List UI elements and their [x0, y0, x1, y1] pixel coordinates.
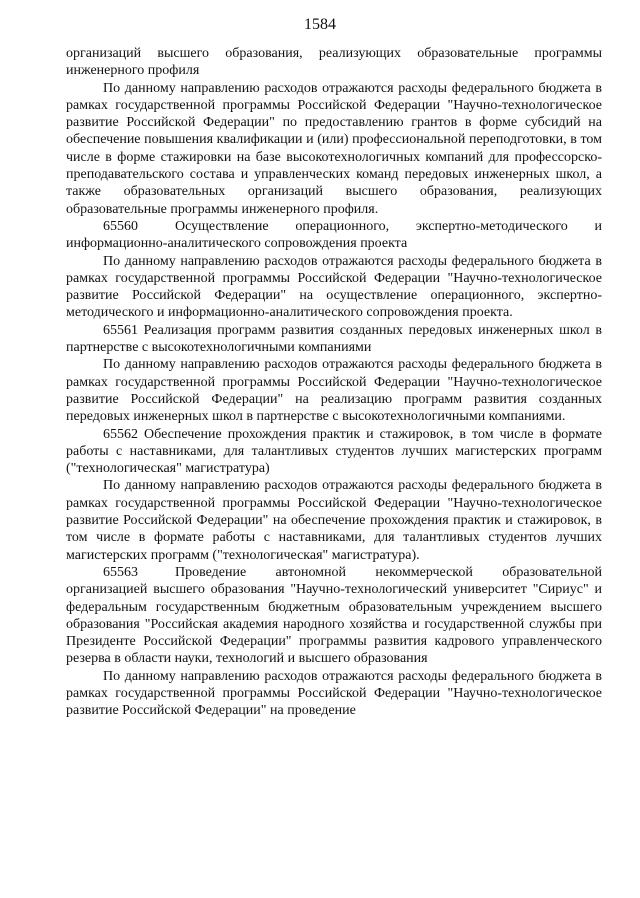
expense-code-title: Обеспечение прохождения практик и стажировок, в том числе в формате работы с наставниками, для талантливых студентов лучших магистерских программ ("технологическая" магистратура) — [66, 426, 602, 477]
expense-code: 65560 — [103, 218, 138, 234]
paragraph-description: По данному направлению расходов отражаются расходы федерального бюджета в рамках государственной программы Российской Федерации "Научно-технологическое развитие Российской Федерации" на проведение — [66, 668, 602, 719]
expense-code-title: Реализация программ развития созданных передовых инженерных школ в партнерстве с высокотехнологичными компаниями — [66, 322, 603, 356]
expense-code-heading — [66, 426, 602, 478]
paragraph-description: По данному направлению расходов отражаются расходы федерального бюджета в рамках государственной программы Российской Федерации "Научно-технологическое развитие Российской Федерации" по предоставлению грантов в форме субсидий на обеспечение повышения квалификации и (или) профессиональной переподготовки, в том числе в форме стажировки на базе высокотехнологичных компаний для профессорско-преподавательского состава и управленческих команд передовых инженерных школ, а также образовательных организаций высшего образования, реализующих образовательные программы инженерного профиля. — [66, 80, 602, 217]
expense-code-title: Проведение автономной некоммерческой образовательной организацией высшего образования "Научно-технологический университет "Сириус" и федеральным государственным бюджетным образовательным учреждением высшего образования "Российская академия народного хозяйства и государственной службы при Президенте Российской Федерации" программы развития кадрового управленческого резерва в области науки, технологий и высшего образования — [66, 564, 602, 667]
expense-code-heading — [66, 564, 602, 668]
paragraph-description: По данному направлению расходов отражаются расходы федерального бюджета в рамках государственной программы Российской Федерации "Научно-технологическое развитие Российской Федерации" на реализацию программ развития созданных передовых инженерных школ в партнерстве с высокотехнологичными компаниями. — [66, 357, 602, 425]
expense-code: 65562 — [103, 426, 138, 442]
expense-code: 65563 — [103, 564, 138, 580]
expense-code-heading — [66, 322, 602, 357]
expense-code-title: Осуществление операционного, экспертно-методического и информационно-аналитического сопровождения проекта — [66, 218, 602, 252]
page-number: 1584 — [304, 16, 336, 33]
document-body — [66, 45, 602, 720]
paragraph-description: По данному направлению расходов отражаются расходы федерального бюджета в рамках государственной программы Российской Федерации "Научно-технологическое развитие Российской Федерации" на осуществление операционного, экспертно-методического и информационно-аналитического сопровождения проекта. — [66, 253, 602, 321]
expense-code-heading — [66, 218, 602, 253]
paragraph-description: По данному направлению расходов отражаются расходы федерального бюджета в рамках государственной программы Российской Федерации "Научно-технологическое развитие Российской Федерации" на обеспечение прохождения практик и стажировок, в том числе в формате работы с наставниками, для талантливых студентов лучших магистерских программ ("технологическая" магистратура). — [66, 478, 602, 563]
paragraph-continuation: организаций высшего образования, реализующих образовательные программы инженерного профиля — [66, 46, 602, 79]
expense-code: 65561 — [103, 322, 138, 338]
